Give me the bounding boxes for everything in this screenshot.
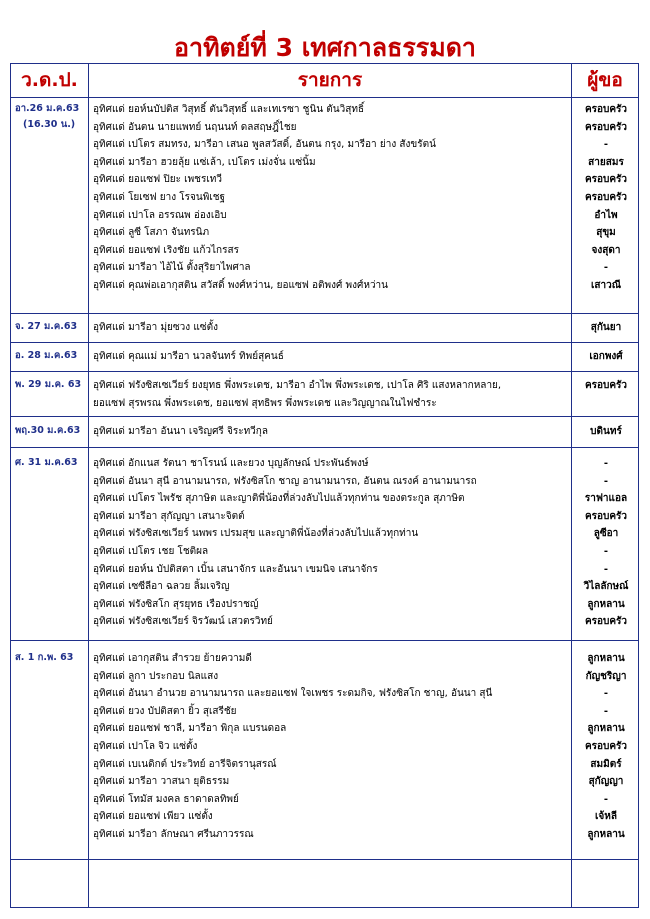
requester-name: ลูกหลาน: [587, 598, 625, 610]
intention-line: อุทิศแด่ ยอแซฟ ปิยะ เพชรเทวี: [93, 174, 222, 186]
requester-name: สุกัญญา: [588, 776, 624, 788]
requester-name: ครอบครัว: [584, 380, 628, 391]
page-title: อาทิตย์ที่ 3 เทศกาลธรรมดา: [174, 33, 476, 62]
date-text: ศ. 31 ม.ค.63: [15, 457, 78, 468]
requester-name: -: [603, 545, 609, 557]
items-cell: [93, 319, 571, 337]
requester-cell: [574, 101, 638, 295]
requester-name: -: [603, 688, 609, 700]
requester-name: เจ้หลี: [595, 811, 617, 823]
mass-intention-table: [10, 63, 639, 908]
date-cell: [15, 348, 87, 364]
intention-line: อุทิศแด่ มารีอา มุ่ยซวง แซ่ตั้ง: [93, 322, 218, 333]
requester-name: บดินทร์: [590, 426, 622, 437]
date-text: ส. 1 ก.พ. 63: [15, 652, 74, 663]
header-requester: ผู้ขอ: [587, 69, 623, 91]
requester-name: [574, 395, 638, 413]
intention-line: อุทิศแด่ อันนา อำนวย อานามนารถ และยอแซฟ ใจเพชร ระดมกิจ, ฟรังซิสโก ชาญ, อันนา สุนี: [93, 688, 493, 700]
row-divider: [11, 640, 638, 641]
requester-name: อำไพ: [594, 209, 618, 221]
requester-name: -: [603, 475, 609, 487]
header-items: รายการ: [297, 69, 363, 91]
intention-line: อุทิศแด่ เปาโล อรรณพ อ่องเอิบ: [93, 209, 227, 221]
intention-line: อุทิศแด่ มารีอา ลักษณา ศรีนภาวรรณ: [93, 828, 254, 840]
intention-line: อุทิศแด่ ยอห์นบัปติส วิสุทธิ์ ตันวิสุทธิ์ และเทเรซา ชูนิน ตันวิสุทธิ์: [93, 104, 365, 115]
items-cell: [93, 423, 571, 441]
items-cell: [93, 348, 571, 366]
requester-name: เสาวณี: [590, 279, 622, 291]
intention-line: อุทิศแด่ ยอห์น บัปติสตา เบิ้น เสนาจักร และอันนา เขมนิจ เสนาจักร: [93, 563, 378, 575]
date-cell: [15, 377, 87, 393]
date-text: อ. 28 ม.ค.63: [15, 350, 78, 361]
date-text: พ. 29 ม.ค. 63: [15, 379, 82, 390]
requester-name: ครอบครัว: [584, 191, 628, 203]
date-cell: [15, 650, 87, 666]
row-divider: [11, 416, 638, 417]
intention-line: อุทิศแด่ มารีอา ฮวยลุ้ย แซ่เล้า, เปโตร เม่งจั่น แซ่นิ้ม: [93, 156, 316, 168]
requester-cell: [574, 348, 638, 366]
requester-cell: [574, 650, 638, 844]
date-text: จ. 27 ม.ค.63: [15, 321, 78, 332]
requester-cell: [574, 423, 638, 441]
date-cell: [15, 423, 87, 439]
requester-name: ลูกหลาน: [587, 828, 625, 840]
requester-name: ลูกหลาน: [587, 723, 625, 735]
requester-name: ครอบครัว: [584, 174, 628, 186]
intention-line: อุทิศแด่ เปโตร ไพรัช สุภาษิต และญาติพี่น้องที่ล่วงลับไปแล้วทุกท่าน ของตระกูล สุภาษิต: [93, 493, 465, 505]
requester-name: ลูกหลาน: [587, 653, 625, 664]
intention-line: อุทิศแด่ ยวง บัปติสตา ยิ้ว สุเสรีชัย: [93, 705, 237, 717]
requester-name: -: [603, 705, 609, 717]
intention-line: อุทิศแด่ ยอแซฟ เพียว แซ่ตั้ง: [93, 811, 213, 823]
date-text: อา.26 ม.ค.63: [15, 103, 80, 114]
requester-name: ครอบครัว: [584, 121, 628, 133]
requester-name: ครอบครัว: [584, 104, 628, 115]
requester-name: เอกพงศ์: [589, 351, 623, 362]
requester-name: ครอบครัว: [584, 616, 628, 628]
intention-line: อุทิศแด่ ฟรังซิสเซเวียร์ จิรวัฒน์ เสวตรวิทย์: [93, 616, 273, 628]
date-time: (16.30 น.): [23, 119, 76, 130]
row-divider: [11, 371, 638, 372]
requester-name: ครอบครัว: [584, 740, 628, 752]
intention-line: อุทิศแด่ คุณพ่อเอากุสติน สวัสดิ์ พงศ์หว่าน, ยอแซฟ อติพงศ์ พงศ์หว่าน: [93, 279, 389, 291]
date-cell: [15, 319, 87, 335]
header-date: ว.ด.ป.: [21, 69, 78, 91]
intention-line: อุทิศแด่ อันตน นายแพทย์ นฤนนท์ ดลสฤษฎิ์ไชย: [93, 121, 297, 133]
requester-name: ราฟาแอล: [584, 493, 628, 505]
row-divider: [11, 313, 638, 314]
intention-line: อุทิศแด่ คุณแม่ มารีอา นวลจันทร์ ทิพย์สุคนธ์: [93, 351, 284, 362]
intention-line: อุทิศแด่ อันนา สุนี อานามนารถ, ฟรังซิสโก ชาญ อานามนารถ, อันตน ณรงค์ อานามนารถ: [93, 475, 477, 487]
date-text: พฤ.30 ม.ค.63: [15, 425, 81, 436]
items-cell: [93, 377, 571, 412]
intention-line: อุทิศแด่ ยอแซฟ ชาลี, มารีอา พิกุล แบรนดอล: [93, 723, 287, 735]
row-divider: [11, 342, 638, 343]
requester-name: สุกันยา: [590, 322, 622, 333]
intention-line: อุทิศแด่ ลูกา ประกอบ นิลแสง: [93, 670, 219, 682]
requester-name: สมมิตร์: [590, 758, 622, 770]
header-divider: [11, 97, 638, 98]
intention-line: อุทิศแด่ เอากุสติน สำรวย ย้ายความดี: [93, 653, 252, 664]
requester-name: จงสุดา: [591, 244, 621, 256]
intention-line: อุทิศแด่ เปโตร สมทรง, มารีอา เสนอ พูลสวัสดิ์, อันตน กรุง, มารีอา ย่าง สังขรัตน์: [93, 139, 436, 151]
items-cell: [93, 650, 571, 844]
requester-name: ลูซีอา: [593, 528, 619, 540]
requester-name: -: [603, 262, 609, 274]
intention-line: อุทิศแด่ ฟรังซิสโก สุรยุทธ เรืองปราชญ์: [93, 598, 259, 610]
requester-name: -: [603, 793, 609, 805]
requester-cell: [574, 455, 638, 631]
requester-name: -: [603, 563, 609, 575]
intention-line: อุทิศแด่ เปาโล จิว แซ่ตั้ง: [93, 740, 198, 752]
requester-name: วิไลลักษณ์: [583, 581, 629, 593]
intention-line: อุทิศแด่ ฟรังซิสเซเวียร์ ยงยุทธ พึ่งพระเดช, มารีอา อำไพ พึ่งพระเดช, เปาโล ศิริ แสงหลากหลาย,: [93, 380, 502, 391]
intention-line: อุทิศแด่ มารีอา สุกัญญา เสนาะจิตต์: [93, 510, 245, 522]
column-divider: [571, 64, 572, 907]
row-divider: [11, 859, 638, 860]
requester-cell: [574, 377, 638, 412]
intention-line: อุทิศแด่ เซซีลีอา ฉลวย ลิ้มเจริญ: [93, 581, 230, 593]
date-cell: [15, 455, 87, 471]
requester-name: สุขุม: [596, 227, 616, 239]
intention-line: อุทิศแด่ เปโตร เชย โชติผล: [93, 545, 209, 557]
intention-line: อุทิศแด่ มารีอา อันนา เจริญศรี จิระทวีกุล: [93, 426, 268, 437]
intention-line: อุทิศแด่ อักแนส รัตนา ชาโรนน์ และยวง บุญลักษณ์ ประพันธ์พงษ์: [93, 458, 369, 469]
requester-name: กัญชริญา: [585, 670, 627, 682]
requester-name: สายสมร: [588, 156, 624, 168]
intention-line: อุทิศแด่ โยเซฟ ยาง โรจนพิเชฐ: [93, 191, 226, 203]
requester-cell: [574, 319, 638, 337]
requester-name: -: [603, 458, 609, 469]
items-cell: [93, 101, 571, 295]
intention-line: อุทิศแด่ มารีอา ไอ้ไน้ ตั้งสุริยาไพศาล: [93, 262, 251, 274]
row-divider: [11, 447, 638, 448]
intention-line: อุทิศแด่ ยอแซฟ เริงชัย แก้วไกรสร: [93, 244, 239, 256]
intention-line: อุทิศแด่ ลูซี โสภา จันทรนิภ: [93, 227, 210, 239]
intention-line: อุทิศแด่ เบเนดิกต์ ประวิทย์ อารีจิตรานุสรณ์: [93, 758, 277, 770]
intention-line: อุทิศแด่ ฟรังซิสเซเวียร์ นพพร เปรมสุข และญาติพี่น้องที่ล่วงลับไปแล้วทุกท่าน: [93, 528, 419, 540]
intention-line: อุทิศแด่ มารีอา วาสนา ยุติธรรม: [93, 776, 230, 788]
requester-name: ครอบครัว: [584, 510, 628, 522]
intention-line: อุทิศแด่ โทมัส มงคล ธาดาดลทิพย์: [93, 793, 239, 805]
intention-line: ยอแซฟ สุรพรณ พึ่งพระเดช, ยอแซฟ สุทธิพร พึ่งพระเดช และวิญญาณในไฟชำระ: [93, 397, 437, 409]
date-cell: [15, 101, 87, 133]
items-cell: [93, 455, 571, 631]
requester-name: -: [603, 139, 609, 151]
column-divider: [88, 64, 89, 907]
